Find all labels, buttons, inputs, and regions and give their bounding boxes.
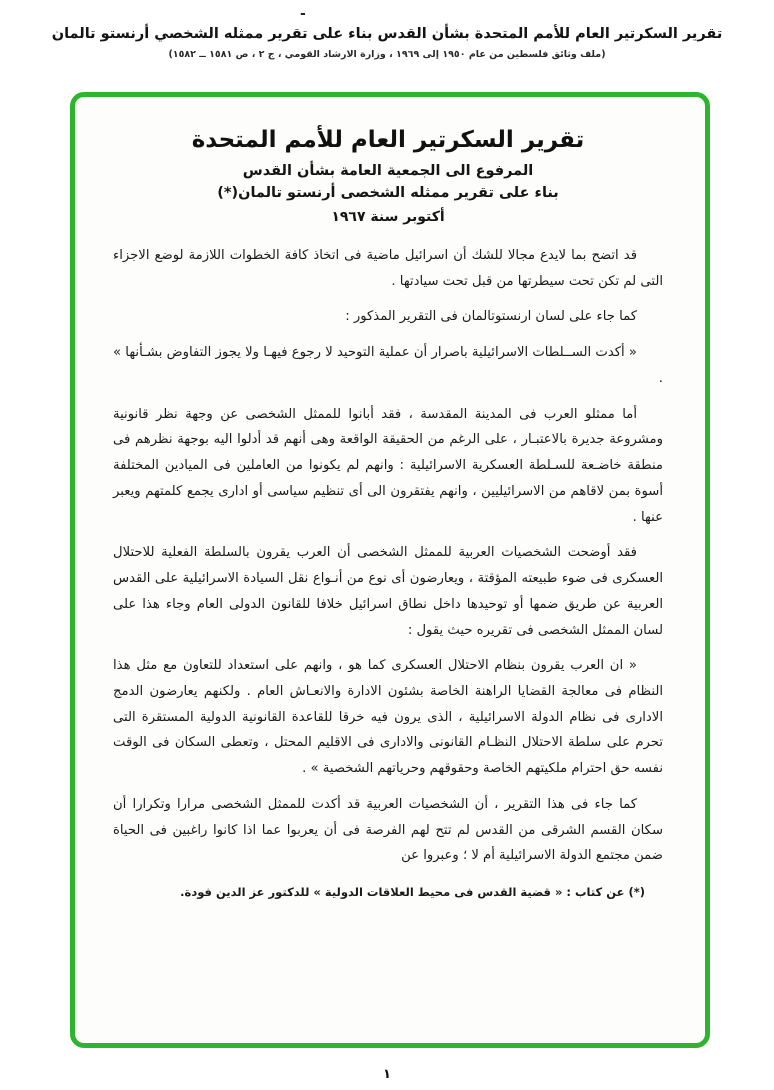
outer-header bbox=[40, 26, 734, 60]
document-body bbox=[113, 243, 663, 869]
page-number: ١ bbox=[383, 1067, 391, 1082]
paragraph-4: أما ممثلو العرب فى المدينة المقدسة ، فقد أبانوا للممثل الشخصى عن وجهة نظر قانونية ومشروعة جديرة بالاعتبـار ، على الرغم من الحقيقة الواقعة وهى أنهم قد أدلوا اليه بوجهة نظرهم فى منطقة خاضـعة للسـلطة العسكرية الاسرائيلية : وانهم لم يكونوا من العاملين فى الميادين المختلفة أسوة بمن لاقاهم من الاسرائيليين ، وانهم يفتقرون الى أى تنظيم سياسى أو ادارى يجمع كلمتهم ويعبر عنها . bbox=[113, 406, 663, 525]
paragraph-5: فقد أوضحت الشخصيات العربية للممثل الشخصى أن العرب يقرون بالسلطة الفعلية للاحتلال العسكرى فى ضوء طبيعته المؤقتة ، ويعارضون أى نوع من أنـواع نقل السيادة الاسرائيلية على القدس العربية عن طريق ضمها أو توحيدها داخل نطاق اسرائيل خلافا للقانون الدولى العام وجاء هذا على لسان الممثل الشخصى فى تقريره حيث يقول : bbox=[113, 545, 663, 638]
paragraph-3-quote: « أكدت الســلطات الاسرائيلية باصرار أن عملية التوحيد لا رجوع فيهـا ولا يجوز التفاوض بشـأنها » . bbox=[113, 345, 663, 386]
top-page-mark: - bbox=[300, 6, 306, 22]
paragraph-7: كما جاء فى هذا التقرير ، أن الشخصيات العربية قد أكدت للممثل الشخصى مرارا وتكرارا أن سكان القسم الشرقى من القدس لم تتح لهم الفرصة فى أن يعربوا عما اذا كانوا راغبين فى الحياة ضمن مجتمع الدولة الاسرائيلية أم لا ؛ وعبروا عن bbox=[113, 796, 663, 864]
document-scan-area bbox=[75, 97, 705, 1043]
document-date: أكتوبر سنة ١٩٦٧ bbox=[331, 209, 445, 225]
document-subtitle-2: بناء على تقرير ممثله الشخصى أرنستو تالمان(*) bbox=[217, 185, 559, 201]
paragraph-2: كما جاء على لسان ارنستوتالمان فى التقرير المذكور : bbox=[345, 309, 637, 325]
header-title: تقرير السكرتير العام للأمم المتحدة بشأن القدس بناء على تقرير ممثله الشخصي أرنستو تالمان bbox=[51, 26, 723, 42]
header-source-citation: (ملف وثائق فلسطين من عام ١٩٥٠ إلى ١٩٦٩ ، وزارة الارشاد القومي ، ج ٢ ، ص ١٥٨١ ــ ١٥٨٢) bbox=[168, 49, 606, 60]
paragraph-1: قد اتضح بما لايدع مجالا للشك أن اسرائيل ماضية فى اتخاذ كافة الخطوات اللازمة لوضع الاجزاء التى لم تكن تحت سيطرتها من قبل تحت سيادتها . bbox=[113, 248, 663, 289]
green-highlight-frame bbox=[70, 92, 710, 1048]
footnote: (*) عن كتاب : « قضية القدس فى محيط العلاقات الدولية » للدكتور عز الدين فودة. bbox=[180, 885, 645, 900]
paragraph-6-quote: « ان العرب يقرون بنظام الاحتلال العسكرى كما هو ، وانهم على استعداد للتعاون مع مثل هذا النظام فى معالجة القضايا الراهنة الخاصة بشئون الادارة والانعـاش العام . ولكنهم يعارضون الدمج الادارى فى نظام الدولة الاسرائيلية ، الذى يرون فيه خرقا للقاعدة القانونية الدولية المستقرة التى تحرم على سلطة الاحتلال النظـام القانونى والادارى فى الاقليم المحتل ، وتعطى السكان فى الوقت نفسه حق احترام ملكيتهم الخاصة وحقوقهم وحرياتهم الشخصية » . bbox=[113, 658, 663, 777]
document-subtitle-1: المرفوع الى الجمعية العامة بشأن القدس bbox=[242, 163, 534, 179]
document-title: تقرير السكرتير العام للأمم المتحدة bbox=[191, 127, 585, 153]
